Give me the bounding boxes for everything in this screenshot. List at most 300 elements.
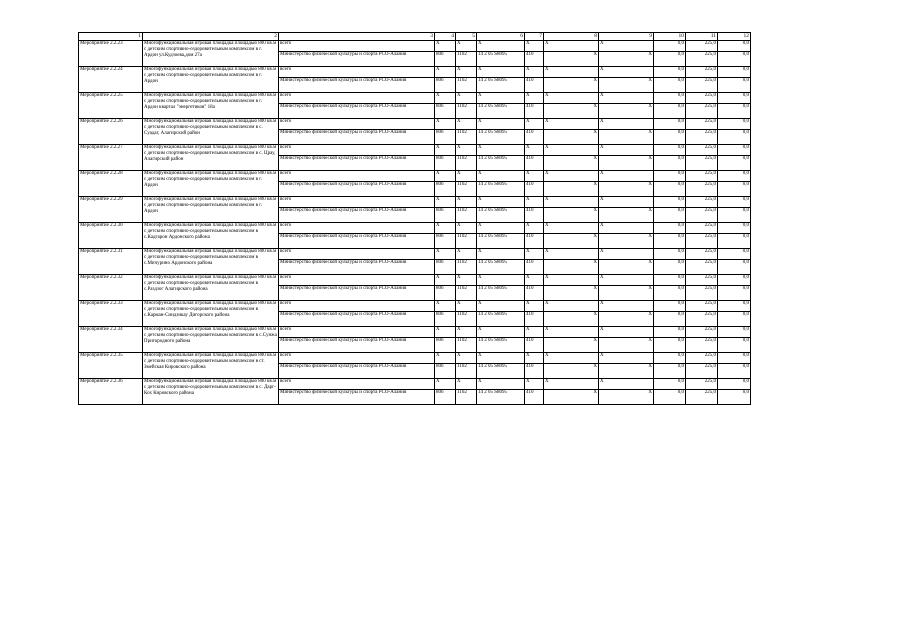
x-cell: X [477,145,525,156]
measure-id: Мероприятие 2.2.27 [79,145,143,171]
value-cell: 0,0 [718,130,751,145]
code-grbs: 806 [435,364,456,379]
x-cell: X [435,379,456,390]
value-cell: 0,0 [718,182,751,197]
x-cell: X [599,93,654,104]
measure-description-text: Многофункциональная игровая площадка площадью 800 кв.м с детским спортивно-оздоровительным комплексом в г. Ардон ул.Кудзоева,дом 27а [144,41,277,58]
measure-description [143,223,279,249]
code-rzpr: 1102 [456,338,477,353]
value-cell: 0,0 [718,171,751,182]
x-cell: X [599,130,654,145]
code-csr: 14 2 05 S8095 [477,234,525,249]
total-label: всего [279,249,435,260]
x-cell: X [599,312,654,327]
code-rzpr: 1102 [456,364,477,379]
measure-description-text: Многофункциональная игровая площадка площадью 800 кв.м с детским спортивно-оздоровительным комплексом в г. Ардон [144,197,277,214]
value-cell: 0,0 [718,379,751,390]
value-cell: 0,0 [654,171,686,182]
measure-description-text: Многофункциональная игровая площадка площадью 800 кв.м с детским спортивно-оздоровительным комплексом в г. Ардон [144,171,277,188]
measure-description [143,197,279,223]
x-cell: X [435,223,456,234]
value-cell: 0,0 [654,93,686,104]
value-cell: 225,0 [686,275,718,286]
header-cell: 11 [686,33,718,41]
ministry-label: Министерство физической культуры и спорта РСО-Алания [279,390,435,405]
value-cell: 0,0 [718,223,751,234]
x-cell: X [599,275,654,286]
measure-description [143,353,279,379]
measure-description-text: Многофункциональная игровая площадка площадью 800 кв.м с детским спортивно-оздоровительным комплексом в с.Мичурино Ардонского района [144,249,277,266]
code-csr: 14 2 05 S8095 [477,182,525,197]
value-cell: 0,0 [718,286,751,301]
x-cell: X [544,338,599,353]
value-cell: 0,0 [718,301,751,312]
value-cell: 0,0 [718,156,751,171]
x-cell: X [544,234,599,249]
measure-id: Мероприятие 2.2.32 [79,275,143,301]
x-cell: X [599,182,654,197]
x-cell: X [599,249,654,260]
value-cell: 0,0 [654,130,686,145]
x-cell: X [544,93,599,104]
x-cell: X [544,52,599,67]
code-rzpr: 1102 [456,208,477,223]
value-cell: 0,0 [718,93,751,104]
x-cell: X [435,41,456,52]
table-row [79,353,751,364]
value-cell: 0,0 [654,223,686,234]
value-cell: 225,0 [686,379,718,390]
x-cell: X [599,52,654,67]
value-cell: 0,0 [718,353,751,364]
measure-description-text: Многофункциональная игровая площадка площадью 800 кв.м с детским спортивно-оздоровительным комплексом в г. Ардон [144,67,277,84]
total-label: всего [279,327,435,338]
total-label: всего [279,41,435,52]
header-cell: 5 [456,33,477,41]
header-cell: 9 [599,33,654,41]
value-cell: 0,0 [654,338,686,353]
x-cell: X [599,260,654,275]
x-cell: X [525,119,544,130]
value-cell: 225,0 [686,301,718,312]
x-cell: X [544,353,599,364]
value-cell: 0,0 [654,41,686,52]
total-label: всего [279,171,435,182]
x-cell: X [456,249,477,260]
x-cell: X [435,353,456,364]
value-cell: 225,0 [686,41,718,52]
measure-description [143,275,279,301]
ministry-label: Министерство физической культуры и спорта РСО-Алания [279,286,435,301]
value-cell: 225,0 [686,249,718,260]
code-grbs: 806 [435,78,456,93]
x-cell: X [599,223,654,234]
value-cell: 0,0 [718,197,751,208]
value-cell: 0,0 [718,260,751,275]
x-cell: X [456,145,477,156]
x-cell: X [599,145,654,156]
table-row [79,379,751,390]
measure-description [143,171,279,197]
x-cell: X [435,119,456,130]
x-cell: X [525,379,544,390]
value-cell: 225,0 [686,208,718,223]
x-cell: X [525,41,544,52]
x-cell: X [435,197,456,208]
x-cell: X [477,223,525,234]
x-cell: X [435,249,456,260]
x-cell: X [599,338,654,353]
x-cell: X [544,41,599,52]
measure-description-text: Многофункциональная игровая площадка площадью 800 кв.м с детским спортивно-оздоровительным комплексом в ст. Змейская Кировского района [144,353,277,370]
x-cell: X [477,171,525,182]
measure-description-text: Многофункциональная игровая площадка площадью 800 кв.м с детским спортивно-оздоровительным комплексом в с. Суадаг, Алагирский район [144,119,277,136]
code-csr: 14 2 05 S8095 [477,312,525,327]
x-cell: X [544,197,599,208]
value-cell: 0,0 [654,249,686,260]
value-cell: 225,0 [686,104,718,119]
x-cell: X [435,327,456,338]
x-cell: X [544,145,599,156]
ministry-label: Министерство физической культуры и спорта РСО-Алания [279,52,435,67]
x-cell: X [525,301,544,312]
x-cell: X [477,379,525,390]
header-cell: 12 [718,33,751,41]
code-csr: 14 2 05 S8095 [477,52,525,67]
x-cell: X [599,364,654,379]
x-cell: X [435,93,456,104]
value-cell: 0,0 [654,379,686,390]
measure-description-text: Многофункциональная игровая площадка площадью 800 кв.м с детским спортивно-оздоровительным комплексом в с.Кадгарон Ардонского района [144,223,277,240]
value-cell: 0,0 [718,312,751,327]
x-cell: X [456,67,477,78]
measure-id: Мероприятие 2.2.31 [79,249,143,275]
x-cell: X [544,260,599,275]
x-cell: X [456,223,477,234]
value-cell: 0,0 [718,52,751,67]
table-row [79,275,751,286]
code-rzpr: 1102 [456,260,477,275]
total-label: всего [279,353,435,364]
total-label: всего [279,275,435,286]
value-cell: 0,0 [718,338,751,353]
value-cell: 0,0 [654,286,686,301]
measure-id: Мероприятие 2.2.24 [79,67,143,93]
x-cell: X [599,104,654,119]
x-cell: X [477,93,525,104]
measure-id: Мероприятие 2.2.26 [79,119,143,145]
x-cell: X [435,145,456,156]
ministry-label: Министерство физической культуры и спорта РСО-Алания [279,104,435,119]
code-vr: 410 [525,208,544,223]
x-cell: X [525,197,544,208]
value-cell: 0,0 [718,234,751,249]
x-cell: X [477,41,525,52]
header-row [79,33,751,41]
value-cell: 225,0 [686,182,718,197]
x-cell: X [544,182,599,197]
x-cell: X [525,93,544,104]
value-cell: 0,0 [654,104,686,119]
x-cell: X [435,67,456,78]
code-rzpr: 1102 [456,156,477,171]
table-row [79,67,751,78]
x-cell: X [477,249,525,260]
value-cell: 0,0 [654,208,686,223]
table-row [79,301,751,312]
value-cell: 225,0 [686,353,718,364]
code-vr: 410 [525,234,544,249]
x-cell: X [456,93,477,104]
x-cell: X [544,327,599,338]
value-cell: 0,0 [654,301,686,312]
value-cell: 0,0 [718,275,751,286]
code-grbs: 806 [435,182,456,197]
table-row [79,249,751,260]
x-cell: X [477,197,525,208]
value-cell: 225,0 [686,260,718,275]
x-cell: X [544,286,599,301]
ministry-label: Министерство физической культуры и спорта РСО-Алания [279,364,435,379]
code-vr: 410 [525,182,544,197]
code-rzpr: 1102 [456,312,477,327]
measure-description-text: Многофункциональная игровая площадка площадью 800 кв.м с детским спортивно-оздоровительным комплексом в с. Црау, Алагирский район [144,145,277,162]
x-cell: X [599,234,654,249]
table-row [79,327,751,338]
ministry-label: Министерство физической культуры и спорта РСО-Алания [279,156,435,171]
measure-id: Мероприятие 2.2.36 [79,379,143,405]
value-cell: 0,0 [654,145,686,156]
code-rzpr: 1102 [456,130,477,145]
x-cell: X [599,156,654,171]
value-cell: 0,0 [654,197,686,208]
value-cell: 0,0 [654,52,686,67]
value-cell: 225,0 [686,156,718,171]
total-label: всего [279,93,435,104]
x-cell: X [525,249,544,260]
x-cell: X [525,353,544,364]
value-cell: 225,0 [686,78,718,93]
value-cell: 0,0 [718,364,751,379]
value-cell: 0,0 [654,275,686,286]
x-cell: X [435,171,456,182]
header-cell: 2 [143,33,279,41]
code-grbs: 806 [435,104,456,119]
value-cell: 0,0 [654,390,686,405]
code-grbs: 806 [435,312,456,327]
code-vr: 410 [525,156,544,171]
measure-description [143,301,279,327]
code-csr: 14 2 05 S8095 [477,104,525,119]
code-vr: 410 [525,104,544,119]
value-cell: 225,0 [686,312,718,327]
code-csr: 14 2 05 S8095 [477,130,525,145]
code-csr: 14 2 05 S8095 [477,156,525,171]
total-label: всего [279,379,435,390]
code-grbs: 806 [435,286,456,301]
x-cell: X [456,301,477,312]
x-cell: X [544,223,599,234]
measure-id: Мероприятие 2.2.33 [79,301,143,327]
value-cell: 0,0 [654,156,686,171]
code-csr: 14 2 05 S8095 [477,208,525,223]
code-rzpr: 1102 [456,78,477,93]
total-label: всего [279,223,435,234]
x-cell: X [456,379,477,390]
value-cell: 225,0 [686,93,718,104]
x-cell: X [525,275,544,286]
x-cell: X [544,104,599,119]
code-grbs: 806 [435,208,456,223]
code-csr: 14 2 05 S8095 [477,78,525,93]
code-vr: 410 [525,390,544,405]
code-grbs: 806 [435,156,456,171]
value-cell: 225,0 [686,145,718,156]
x-cell: X [599,119,654,130]
total-label: всего [279,145,435,156]
x-cell: X [599,301,654,312]
measure-id: Мероприятие 2.2.28 [79,171,143,197]
value-cell: 225,0 [686,223,718,234]
x-cell: X [456,353,477,364]
measure-id: Мероприятие 2.2.30 [79,223,143,249]
value-cell: 0,0 [718,390,751,405]
measure-description [143,67,279,93]
table-row [79,119,751,130]
x-cell: X [544,78,599,93]
value-cell: 225,0 [686,119,718,130]
code-csr: 14 2 05 S8095 [477,286,525,301]
x-cell: X [477,353,525,364]
ministry-label: Министерство физической культуры и спорта РСО-Алания [279,130,435,145]
x-cell: X [435,301,456,312]
x-cell: X [525,171,544,182]
x-cell: X [544,312,599,327]
x-cell: X [544,249,599,260]
x-cell: X [477,275,525,286]
measure-id: Мероприятие 2.2.23 [79,41,143,67]
value-cell: 0,0 [654,353,686,364]
value-cell: 225,0 [686,171,718,182]
x-cell: X [599,379,654,390]
value-cell: 0,0 [654,67,686,78]
value-cell: 0,0 [718,104,751,119]
x-cell: X [456,171,477,182]
value-cell: 0,0 [718,67,751,78]
ministry-label: Министерство физической культуры и спорта РСО-Алания [279,78,435,93]
value-cell: 225,0 [686,364,718,379]
x-cell: X [599,390,654,405]
code-vr: 410 [525,312,544,327]
total-label: всего [279,67,435,78]
code-vr: 410 [525,52,544,67]
header-cell: 4 [435,33,456,41]
code-vr: 410 [525,78,544,93]
measure-description [143,327,279,353]
code-rzpr: 1102 [456,52,477,67]
value-cell: 225,0 [686,130,718,145]
table-row [79,41,751,52]
measure-id: Мероприятие 2.2.25 [79,93,143,119]
code-vr: 410 [525,286,544,301]
code-vr: 410 [525,338,544,353]
value-cell: 0,0 [654,78,686,93]
value-cell: 0,0 [718,78,751,93]
value-cell: 0,0 [654,312,686,327]
x-cell: X [599,197,654,208]
x-cell: X [525,223,544,234]
x-cell: X [544,171,599,182]
x-cell: X [477,327,525,338]
value-cell: 225,0 [686,286,718,301]
value-cell: 0,0 [718,145,751,156]
code-grbs: 806 [435,260,456,275]
table-body [79,33,751,405]
data-table [78,32,751,405]
value-cell: 0,0 [718,208,751,223]
measure-description-text: Многофункциональная игровая площадка площадью 800 кв.м с детским спортивно-оздоровительным комплексом в с.Сунжа Пригородного района [144,327,277,344]
x-cell: X [525,327,544,338]
measure-description-text: Многофункциональная игровая площадка площадью 800 кв.м с детским спортивно-оздоровительным комплексом в с.Карман-Синдзикау Дигорского района [144,301,277,318]
value-cell: 225,0 [686,327,718,338]
code-csr: 14 2 05 S8095 [477,260,525,275]
x-cell: X [544,301,599,312]
code-rzpr: 1102 [456,390,477,405]
x-cell: X [544,156,599,171]
ministry-label: Министерство физической культуры и спорта РСО-Алания [279,234,435,249]
code-rzpr: 1102 [456,182,477,197]
table-row [79,223,751,234]
header-cell: 3 [279,33,435,41]
header-cell: 1 [79,33,143,41]
measure-description [143,379,279,405]
ministry-label: Министерство физической культуры и спорта РСО-Алания [279,182,435,197]
code-grbs: 806 [435,52,456,67]
value-cell: 0,0 [718,41,751,52]
code-rzpr: 1102 [456,286,477,301]
x-cell: X [599,78,654,93]
measure-description [143,249,279,275]
header-cell: 8 [544,33,599,41]
x-cell: X [544,130,599,145]
x-cell: X [544,208,599,223]
code-grbs: 806 [435,130,456,145]
code-grbs: 806 [435,234,456,249]
value-cell: 225,0 [686,338,718,353]
x-cell: X [599,353,654,364]
value-cell: 0,0 [718,249,751,260]
measure-id: Мероприятие 2.2.29 [79,197,143,223]
code-csr: 14 2 05 S8095 [477,364,525,379]
value-cell: 0,0 [654,182,686,197]
x-cell: X [544,379,599,390]
code-vr: 410 [525,364,544,379]
table-row [79,93,751,104]
x-cell: X [599,286,654,301]
measure-description-text: Многофункциональная игровая площадка площадью 800 кв.м с детским спортивно-оздоровительным комплексом в с. Дарг-Кох Кировского района [144,379,277,396]
code-rzpr: 1102 [456,104,477,119]
x-cell: X [544,67,599,78]
x-cell: X [435,275,456,286]
measure-id: Мероприятие 2.2.34 [79,327,143,353]
measure-description [143,119,279,145]
ministry-label: Министерство физической культуры и спорта РСО-Алания [279,260,435,275]
x-cell: X [599,327,654,338]
table-row [79,197,751,208]
value-cell: 0,0 [718,119,751,130]
ministry-label: Министерство физической культуры и спорта РСО-Алания [279,312,435,327]
value-cell: 225,0 [686,234,718,249]
